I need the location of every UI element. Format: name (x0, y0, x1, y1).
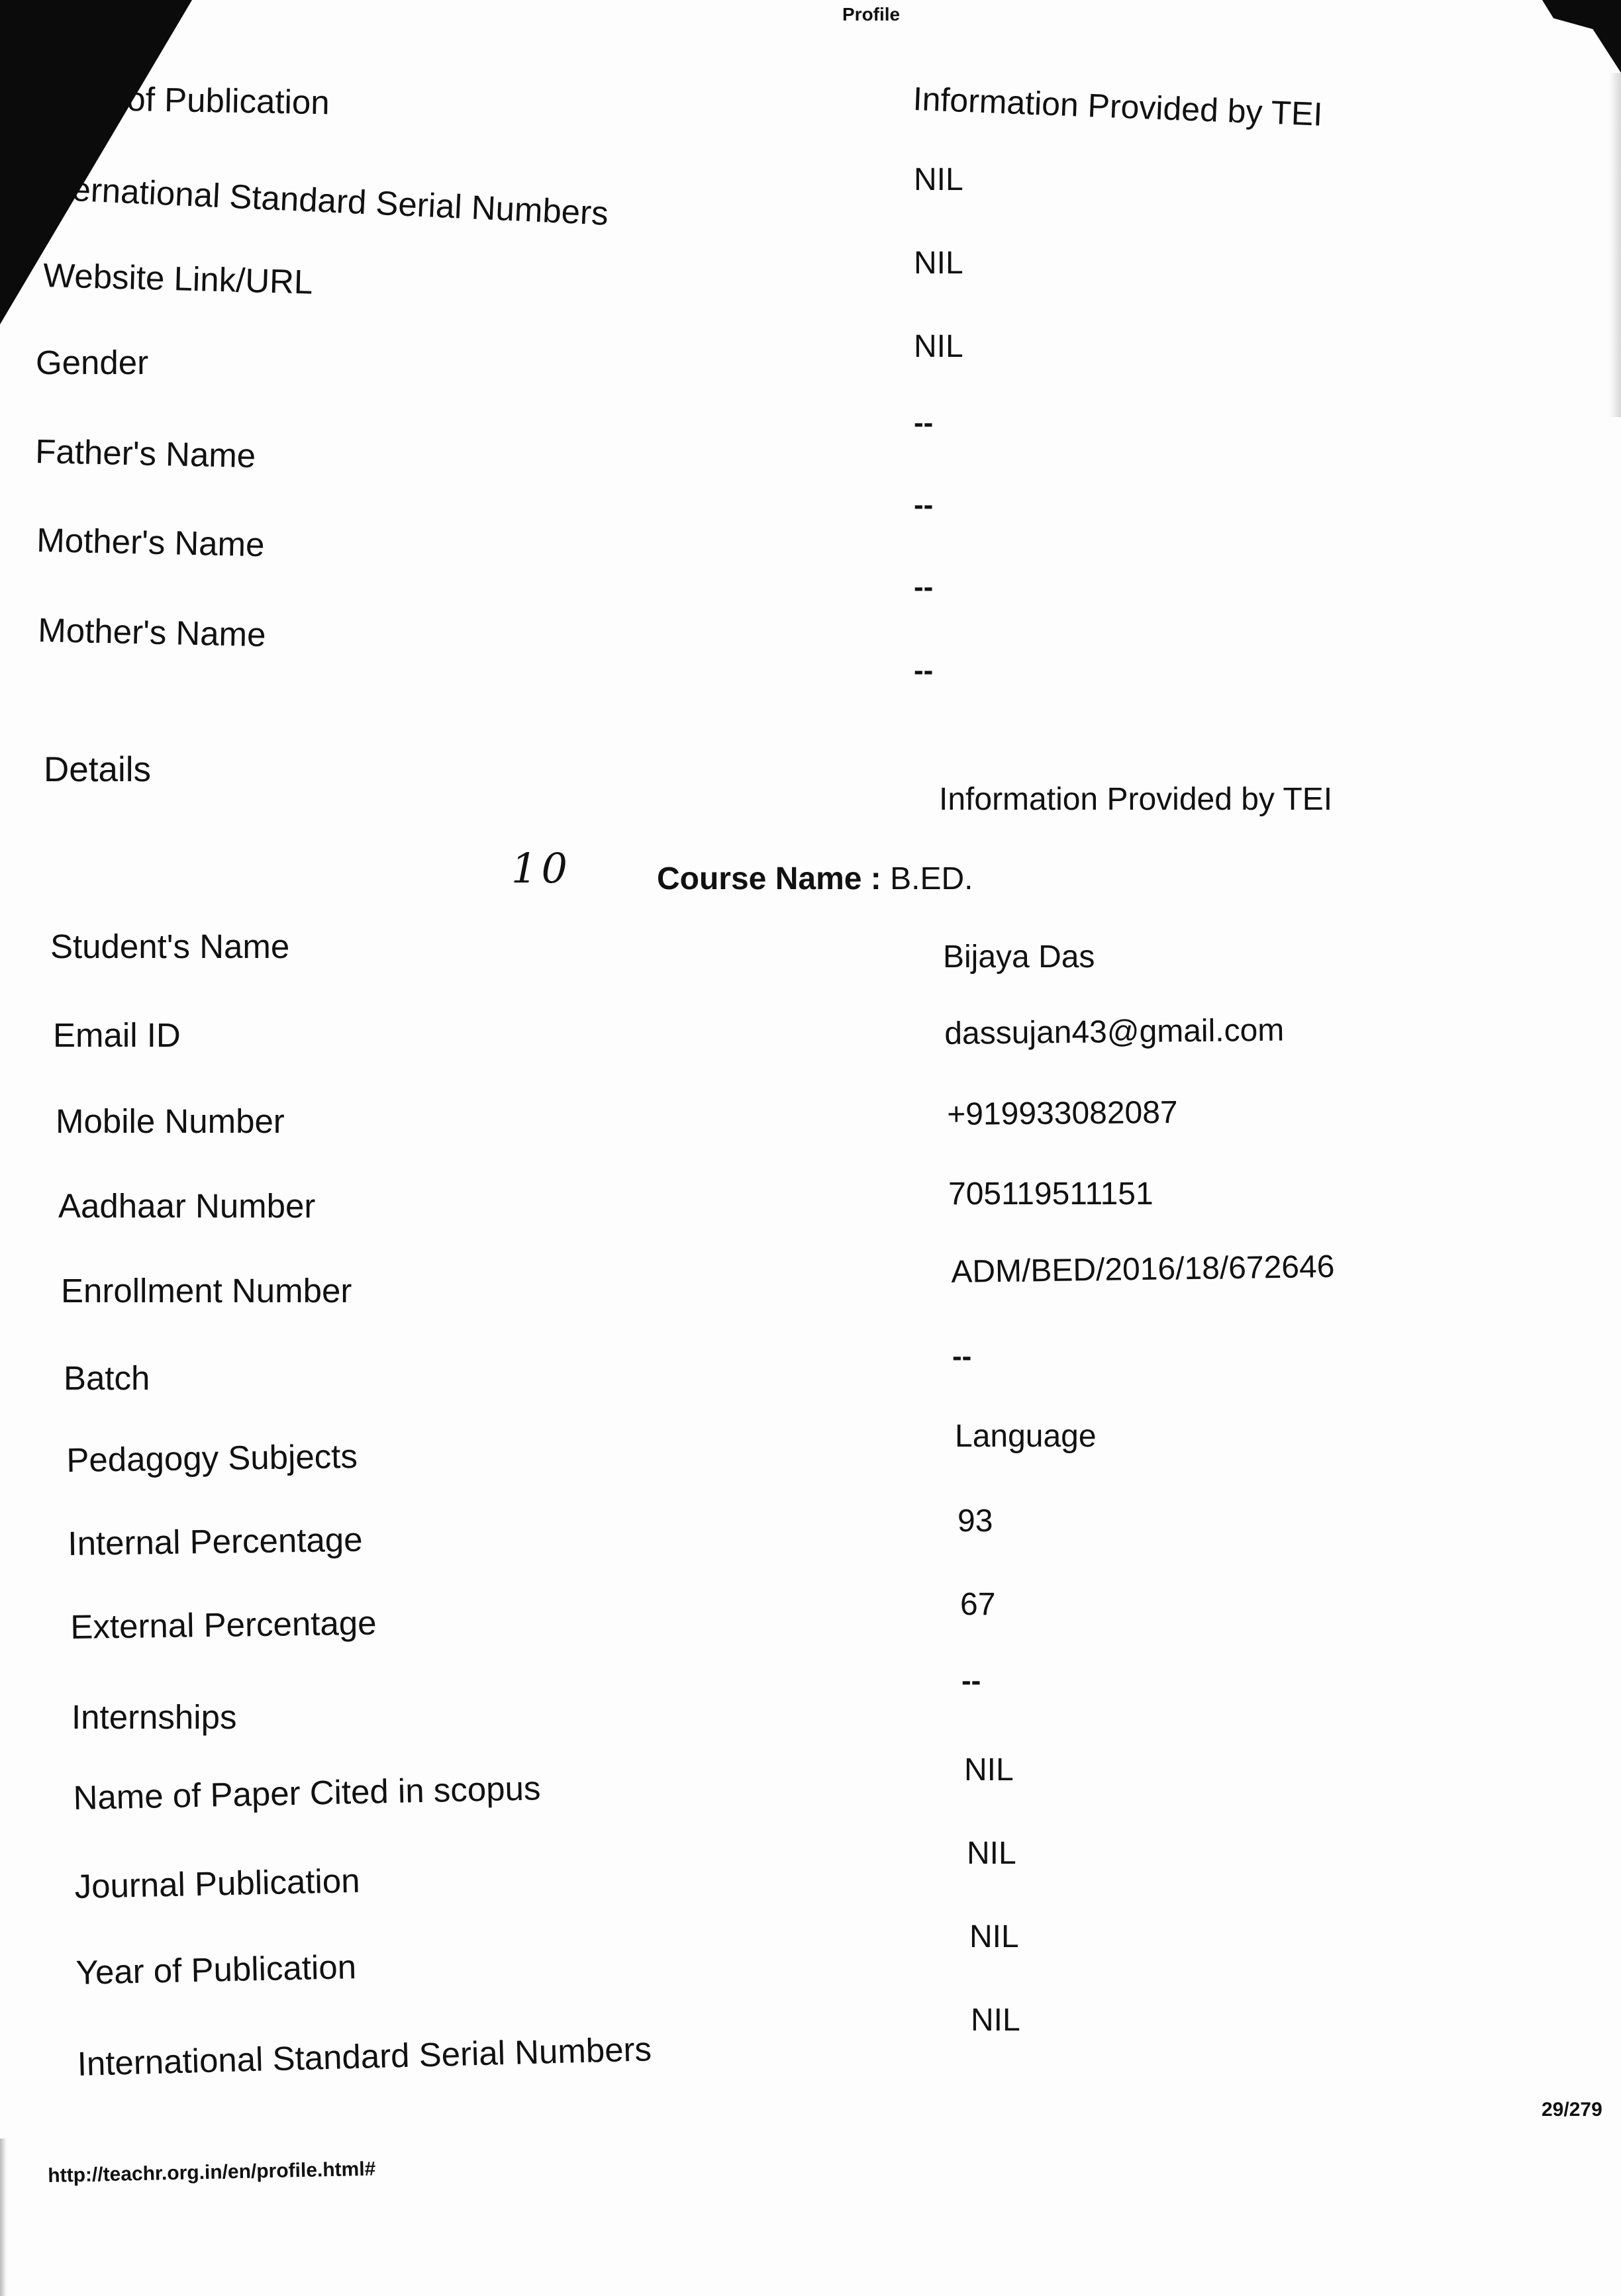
field-value-enrollment-number: ADM/BED/2016/18/672646 (951, 1249, 1335, 1290)
field-value-batch: -- (952, 1340, 972, 1372)
field-value-student-name: Bijaya Das (943, 939, 1095, 975)
field-value-external-percentage: 67 (960, 1587, 996, 1622)
field-value-issn: NIL (971, 2003, 1020, 2038)
handwritten-number: 10 (511, 844, 571, 892)
field-label-internal-percentage: Internal Percentage (68, 1520, 363, 1562)
field-value-year-of-publication: NIL (969, 1919, 1019, 1954)
page-edge-shadow (0, 2138, 7, 2296)
field-value-pedagogy-subjects: Language (955, 1419, 1097, 1454)
field-label-student-name: Student's Name (50, 928, 290, 965)
section-title-details: Details (44, 750, 152, 789)
field-label-mobile-number: Mobile Number (56, 1102, 285, 1140)
page-title: Profile (842, 4, 901, 24)
field-value-aadhaar-number: 705119511151 (948, 1176, 1154, 1212)
page-number: 29/279 (1542, 2099, 1602, 2121)
field-value-journal-publication: NIL (967, 1836, 1016, 1871)
field-label-journal-publication: Journal Publication (74, 1861, 361, 1905)
tei-column-header: Information Provided by TEI (939, 782, 1333, 817)
field-value-website-url: NIL (914, 329, 963, 364)
field-label-email-id: Email ID (53, 1016, 181, 1054)
field-value-gender: -- (914, 407, 934, 439)
course-name-line (657, 861, 973, 897)
field-label-website-url: Website Link/URL (42, 256, 314, 301)
field-value-internships: -- (961, 1664, 981, 1697)
field-label-batch: Batch (64, 1359, 150, 1397)
field-label-fathers-name: Father's Name (34, 432, 256, 475)
footer-url: http://teachr.org.in/en/profile.html# (48, 2158, 376, 2187)
field-label-gender: Gender (36, 344, 149, 381)
field-label-enrollment-number: Enrollment Number (61, 1272, 352, 1310)
field-label-issn: ernational Standard Serial Numbers (71, 169, 609, 232)
field-value-internal-percentage: 93 (958, 1504, 993, 1539)
tei-column-header: Information Provided by TEI (912, 79, 1324, 133)
field-label-internships: Internships (72, 1698, 237, 1736)
field-label-external-percentage: External Percentage (70, 1603, 377, 1646)
field-value-mothers-name: -- (914, 654, 934, 687)
course-name-label: Course Name : (657, 861, 881, 896)
field-label-year-of-publication: of Publication (126, 79, 330, 122)
field-value-year-of-publication: NIL (914, 162, 963, 197)
field-value-email-id: dassujan43@gmail.com (944, 1012, 1285, 1051)
field-label-mothers-name: Mother's Name (36, 520, 266, 564)
field-label-paper-cited-scopus: Name of Paper Cited in scopus (73, 1769, 541, 1817)
scan-corner-shadow (1508, 0, 1621, 73)
course-name-value: B.ED. (881, 861, 973, 896)
field-value-mothers-name: -- (914, 571, 934, 603)
field-label-issn: International Standard Serial Numbers (77, 2030, 652, 2083)
scan-corner-fold (0, 0, 192, 324)
field-value-mobile-number: +919933082087 (947, 1094, 1178, 1132)
field-label-aadhaar-number: Aadhaar Number (58, 1187, 316, 1225)
field-value-paper-cited-scopus: NIL (964, 1752, 1014, 1788)
field-value-fathers-name: -- (914, 489, 934, 521)
field-value-issn: NIL (914, 246, 963, 281)
page-edge-shadow (1609, 73, 1621, 417)
field-label-mothers-name: Mother's Name (37, 610, 267, 654)
field-label-year-of-publication: Year of Publication (75, 1948, 357, 1991)
field-label-pedagogy-subjects: Pedagogy Subjects (66, 1437, 358, 1479)
